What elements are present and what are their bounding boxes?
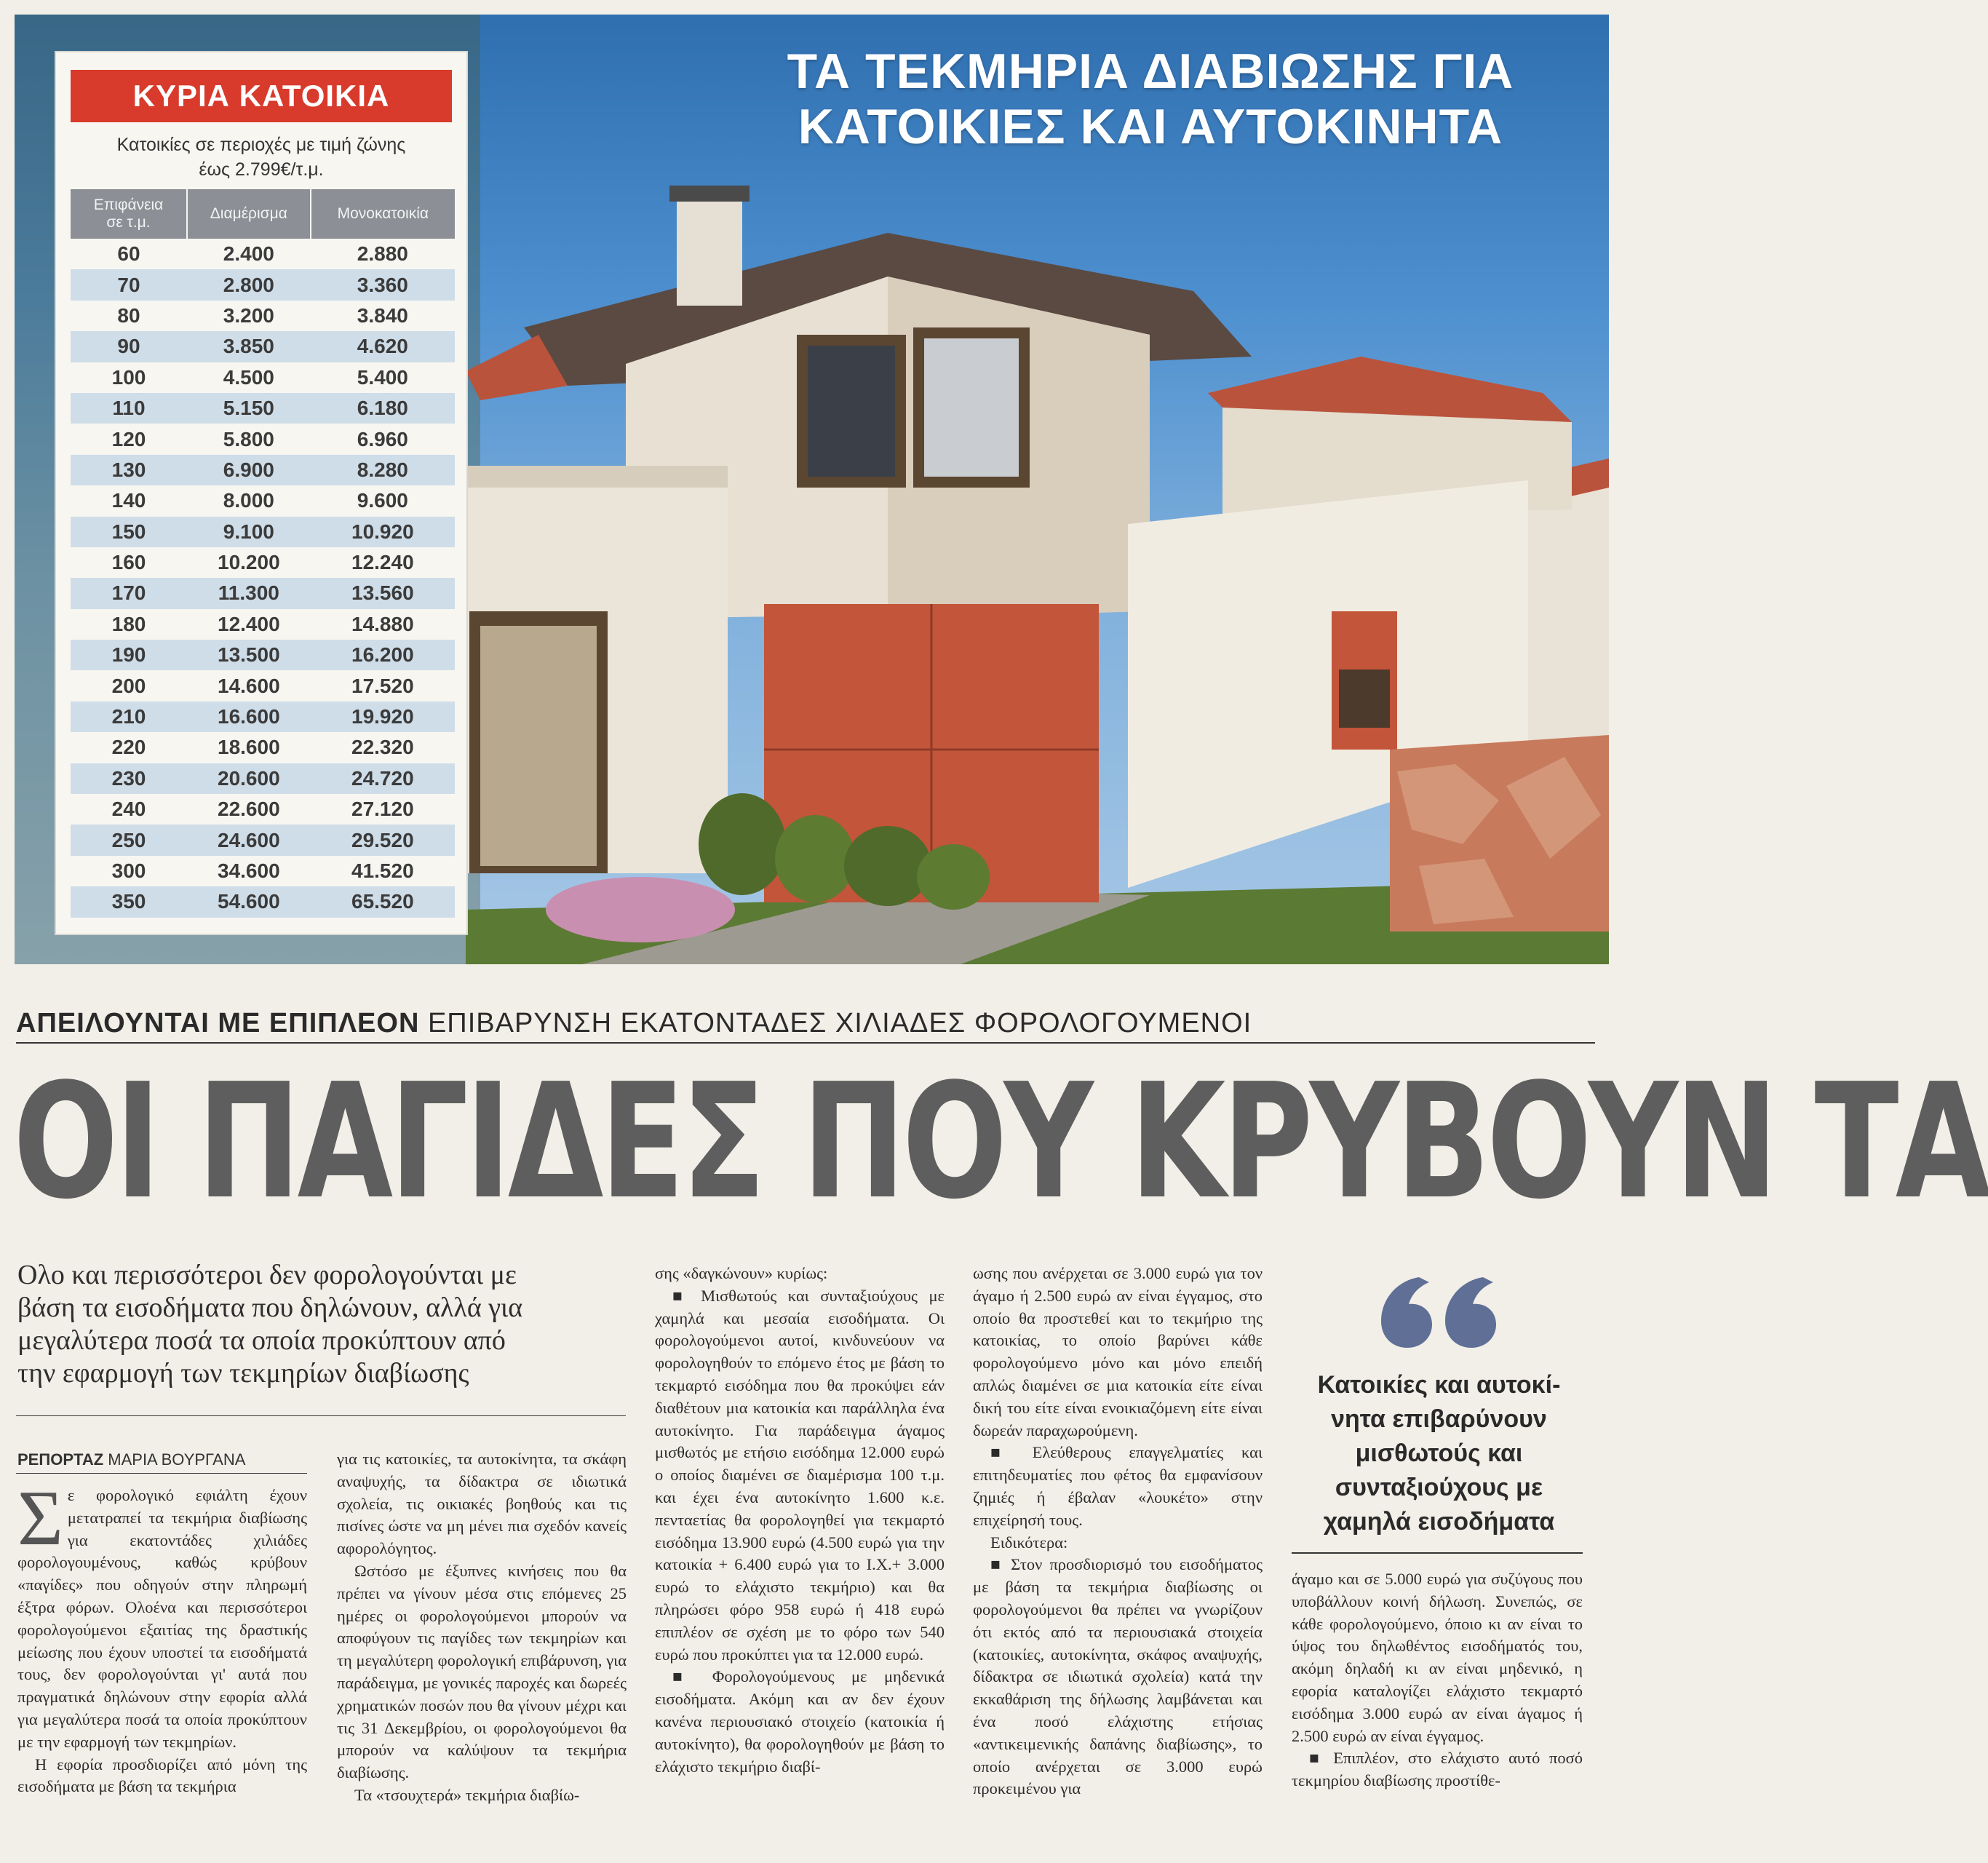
article-column-2 <box>337 1448 627 1807</box>
table-cell-house: 24.720 <box>311 763 455 794</box>
article-paragraph: Ειδικότερα: <box>990 1533 1068 1552</box>
table-cell-area: 130 <box>71 455 187 485</box>
table-cell-house: 5.400 <box>357 365 408 389</box>
table-cell-house: 12.240 <box>351 551 414 574</box>
table-cell-apartment: 8.000 <box>223 489 274 512</box>
table-cell-apartment: 12.400 <box>218 612 280 635</box>
table-cell-apartment: 3.200 <box>223 303 274 327</box>
pull-quote-line: μισθωτούς και <box>1355 1439 1523 1467</box>
table-subtitle-line: έως 2.799€/τ.μ. <box>199 159 324 180</box>
lead-line: μεγαλύτερα ποσά τα οποία προκύπτουν από <box>17 1325 506 1356</box>
column-header-line: Επιφάνεια <box>93 196 164 213</box>
pull-quote-line: συνταξιούχους με <box>1335 1474 1543 1501</box>
table-cell-house: 9.600 <box>357 489 408 512</box>
table-cell-apartment: 54.600 <box>187 886 311 917</box>
table-row <box>71 455 455 485</box>
table-cell-area: 180 <box>111 612 146 635</box>
table-cell-area: 350 <box>71 886 187 917</box>
table-cell-apartment: 4.500 <box>223 365 274 389</box>
column-header-line: σε τ.μ. <box>106 214 151 231</box>
table-row <box>71 578 455 608</box>
table-row <box>71 393 455 424</box>
article-paragraph: Τα «τσουχτερά» τεκμήρια διαβίω- <box>354 1785 580 1804</box>
article-paragraph: ε φορολογικό εφιάλτη έχουν μετατραπεί τα τεκμήρια διαβίωσης για εκατοντάδες χιλιάδες φορολογουμένους, καθώς κρύβουν «παγίδες» που οδηγούν στην πληρωμή έξτρα φόρων. Ολοένα και περισσότεροι φορολογούμενοι εξαιτίας της δραστικής μείωσης που έχουν υποστεί τα εισοδήματά τους, δεν φορολογούνται γι' αυτά που πραγματικά δηλώνουν στην εφορία αλλά για μεγαλύτερα ποσά τα οποία προκύπτουν με την εφαρμογή των τεκμηρίων. <box>17 1486 307 1751</box>
table-cell-house: 6.960 <box>357 427 408 450</box>
table-cell-house: 10.920 <box>311 517 455 547</box>
residence-table-box <box>55 51 468 935</box>
presumption-table <box>71 189 455 918</box>
table-cell-area: 90 <box>71 331 187 362</box>
divider <box>16 1473 307 1474</box>
table-row <box>71 670 455 701</box>
column-header-area <box>71 189 187 239</box>
table-subtitle-line: Κατοικίες σε περιοχές με τιμή ζώνης <box>116 135 406 155</box>
photo-title <box>787 44 1514 154</box>
table-cell-house: 17.520 <box>351 674 414 697</box>
table-cell-house: 4.620 <box>311 331 455 362</box>
kicker-bold: ΑΠΕΙΛΟΥΝΤΑΙ ΜΕ ΕΠΙΠΛΕΟΝ <box>16 1008 420 1038</box>
table-row <box>71 794 455 825</box>
article-paragraph: ■ Φορολογούμενους με μηδενικά εισοδήματα. Ακόμη και αν δεν έχουν κανένα περιουσιακό στοιχείο (κατοικία ή αυτοκίνητο), θα φορολογηθούν με βάση το ελάχιστο τεκμήριο διαβί- <box>655 1667 945 1776</box>
table-cell-house: 14.880 <box>351 612 414 635</box>
divider <box>16 1042 1595 1044</box>
table-cell-apartment: 9.100 <box>187 517 311 547</box>
table-cell-area: 120 <box>111 427 146 450</box>
table-cell-area: 300 <box>111 859 146 882</box>
table-cell-area: 250 <box>71 825 187 855</box>
headline: ΟΙ ΠΑΓΙΔΕΣ ΠΟΥ ΚΡΥΒΟΥΝ ΤΑ <box>13 1050 1988 1234</box>
lead-paragraph <box>17 1259 629 1390</box>
table-cell-area: 200 <box>111 674 146 697</box>
table-cell-apartment: 2.400 <box>223 242 274 266</box>
table-row <box>71 702 455 732</box>
byline <box>17 1450 245 1469</box>
table-cell-area: 220 <box>111 736 146 759</box>
table-cell-area: 160 <box>111 551 146 574</box>
lead-line: την εφαρμογή των τεκμηρίων διαβίωσης <box>17 1358 469 1389</box>
table-cell-apartment: 3.850 <box>187 331 311 362</box>
table-cell-house: 8.280 <box>311 455 455 485</box>
table-cell-house: 2.880 <box>357 242 408 266</box>
table-cell-area: 210 <box>71 702 187 732</box>
table-cell-house: 22.320 <box>351 736 414 759</box>
article-paragraph: άγαμο και σε 5.000 ευρώ για συζύγους που υποβάλλουν κοινή δήλωση. Συνεπώς, σε κάθε φορολογούμενο, όποιο κι αν είναι το ύψος του δηλωθέντος εισοδήματός του, ακόμη δηλαδή κι αν είναι μηδενικό, η εφορία καταλογίζει ελάχιστο τεκμαρτό εισόδημα 3.000 ευρώ αν είναι άγαμος ή 2.500 ευρώ αν είναι έγγαμος. <box>1292 1570 1583 1745</box>
table-cell-apartment: 6.900 <box>187 455 311 485</box>
table-cell-area: 70 <box>71 269 187 300</box>
article-column-1 <box>17 1475 307 1798</box>
table-cell-house: 6.180 <box>311 393 455 424</box>
table-row <box>71 362 455 393</box>
table-row <box>71 856 455 886</box>
article-paragraph: για τις κατοικίες, τα αυτοκίνητα, τα σκάφη αναψυχής, τα δίδακτρα σε ιδιωτικά σχολεία, τις οικιακές βοηθούς και τις πισίνες ώστε να μη μένει πια σχεδόν κανείς αφορολόγητος. <box>337 1450 627 1558</box>
table-cell-house: 3.840 <box>357 303 408 327</box>
table-cell-house: 3.360 <box>311 269 455 300</box>
table-subtitle <box>56 132 466 182</box>
byline-label: ΡΕΠΟΡΤΑΖ <box>17 1450 104 1469</box>
table-cell-house: 27.120 <box>351 798 414 821</box>
table-row <box>71 609 455 640</box>
table-cell-area: 170 <box>71 578 187 608</box>
article-paragraph: Η εφορία προσδιορίζει από μόνη της εισοδήματα με βάση τα τεκμήρια <box>17 1755 307 1796</box>
article-paragraph: ωσης που ανέρχεται σε 3.000 ευρώ για τον άγαμο ή 2.500 ευρώ αν είναι έγγαμος, στο οποίο θα προστεθεί και το τεκμήριο της κατοικίας, το οποίο βαρύνει κάθε φορολογούμενο μόνο και μόνο επειδή απλώς διαμένει σε μια κατοικία είτε είναι δική του είτε είναι ενοικιαζόμενη είτε είναι δωρεάν παραχωρούμενη. <box>973 1264 1263 1439</box>
table-header: ΚΥΡΙΑ ΚΑΤΟΙΚΙΑ <box>71 70 452 122</box>
table-cell-area: 240 <box>111 798 146 821</box>
table-cell-area: 150 <box>71 517 187 547</box>
table-row <box>71 763 455 794</box>
table-cell-apartment: 5.150 <box>187 393 311 424</box>
table-row <box>71 239 455 269</box>
table-cell-apartment: 16.600 <box>187 702 311 732</box>
table-row <box>71 640 455 670</box>
table-cell-area: 230 <box>71 763 187 794</box>
quote-marks-icon <box>1368 1259 1499 1354</box>
photo-title-line: ΚΑΤΟΙΚΙΕΣ ΚΑΙ ΑΥΤΟΚΙΝΗΤΑ <box>798 99 1503 154</box>
article-paragraph: ■ Επιπλέον, στο ελάχιστο αυτό ποσό τεκμηρίου διαβίωσης προστίθε- <box>1292 1749 1583 1790</box>
table-cell-apartment: 24.600 <box>187 825 311 855</box>
table-cell-house: 29.520 <box>311 825 455 855</box>
table-cell-apartment: 34.600 <box>218 859 280 882</box>
lead-line: Ολο και περισσότεροι δεν φορολογούνται με <box>17 1260 517 1290</box>
table-cell-apartment: 14.600 <box>218 674 280 697</box>
table-cell-house: 13.560 <box>311 578 455 608</box>
table-row <box>71 301 455 331</box>
table-cell-apartment: 13.500 <box>187 640 311 670</box>
table-row <box>71 732 455 763</box>
column-header-apartment: Διαμέρισμα <box>187 189 311 239</box>
article-paragraph: ■ Στον προσδιορισμό του εισοδήματος με βάση τα τεκμήρια διαβίωσης οι φορολογούμενοι θα πρέπει να γνωρίζουν ότι εκτός από τα περιουσιακά στοιχεία (κατοικίες, αυτοκίνητα, σκάφος αναψυχής, δίδακτρα σε ιδιωτικά σχολεία) κατά την εκκαθάριση της δήλωσης λαμβάνεται και ένα ποσό ελάχιστης ετήσιας «αντικειμενικής δαπάνης διαβίωσης», το οποίο ανέρχεται σε 3.000 ευρώ προκειμένου για <box>973 1555 1263 1798</box>
article-paragraph: Ωστόσο με έξυπνες κινήσεις που θα πρέπει να γίνουν μέσα στις επόμενες 25 ημέρες οι φορολογούμενοι μπορούν να αποφύγουν τις παγίδες των τεκμηρίων και τη μεγαλύτερη φορολογική επιβάρυνση, για παράδειγμα, με γονικές παροχές και δωρεές χρηματικών ποσών που θα γίνουν μέχρι και τις 31 Δεκεμβρίου, οι φορολογούμενοι θα μπορούν να καλύψουν τα τεκμήρια διαβίωσης. <box>337 1561 627 1782</box>
pull-quote-line: νητα επιβαρύνουν <box>1331 1405 1547 1433</box>
dropcap: Σ <box>17 1475 63 1562</box>
table-cell-area: 60 <box>117 242 140 266</box>
table-cell-apartment: 22.600 <box>218 798 280 821</box>
article-paragraph: ■ Μισθωτούς και συνταξιούχους με χαμηλά και μεσαία εισοδήματα. Οι φορολογούμενοι αυτοί, κινδυνεύουν να φορολογηθούν το επόμενο έτος με βάση το τεκμαρτό εισόδημα που θα προκύψει εάν διαθέτουν μια κατοικία και παράλληλα ένα αυτοκίνητο. Για παράδειγμα άγαμος μισθωτός με ετήσιο εισόδημα 12.000 ευρώ ο οποίος διαμένει σε διαμέρισμα 100 τ.μ. και έχει ένα αυτοκίνητο 1.600 κ.ε. πενταετίας θα φορολογηθεί για τεκμαρτό εισόδημα 13.900 ευρώ (4.500 ευρώ για την κατοικία + 6.400 ευρώ για το Ι.Χ.+ 3.000 ευρώ το ελάχιστο τεκμήριο) και θα πληρώσει φόρο 958 ευρώ ή 418 ευρώ επιπλέον σε σχέση με το φόρο των 540 ευρώ που προκύπτει για τα 12.000 ευρώ. <box>655 1286 945 1664</box>
table-cell-house: 41.520 <box>351 859 414 882</box>
lead-line: βάση τα εισοδήματα που δηλώνουν, αλλά για <box>17 1292 523 1323</box>
table-cell-area: 140 <box>111 489 146 512</box>
article-paragraph: ■ Ελεύθερους επαγγελματίες και επιτηδευματίες που φέτος θα εμφανίσουν ζημιές ή έβαλαν «λουκέτο» στην επιχείρησή τους. <box>973 1443 1263 1529</box>
kicker <box>16 1008 1252 1039</box>
table-cell-house: 65.520 <box>311 886 455 917</box>
photo-title-line: ΤΑ ΤΕΚΜΗΡΙΑ ΔΙΑΒΙΩΣΗΣ ΓΙΑ <box>787 44 1514 99</box>
pull-quote-line: χαμηλά εισοδήματα <box>1323 1508 1555 1536</box>
table-cell-apartment: 5.800 <box>223 427 274 450</box>
byline-author: ΜΑΡΙΑ ΒΟΥΡΓΑΝΑ <box>103 1450 246 1469</box>
table-row <box>71 424 455 454</box>
table-cell-apartment: 10.200 <box>218 551 280 574</box>
table-row <box>71 517 455 547</box>
article-column-3 <box>655 1263 945 1778</box>
table-cell-area: 80 <box>117 303 140 327</box>
table-cell-apartment: 2.800 <box>187 269 311 300</box>
table-row <box>71 269 455 300</box>
table-row <box>71 886 455 917</box>
table-row <box>71 331 455 362</box>
table-cell-apartment: 11.300 <box>187 578 311 608</box>
table-cell-area: 100 <box>111 365 146 389</box>
table-cell-apartment: 18.600 <box>218 736 280 759</box>
table-cell-house: 16.200 <box>311 640 455 670</box>
article-paragraph: σης «δαγκώνουν» κυρίως: <box>655 1264 828 1282</box>
pull-quote <box>1295 1368 1583 1539</box>
divider <box>16 1415 626 1416</box>
kicker-rest: ΕΠΙΒΑΡΥΝΣΗ ΕΚΑΤΟΝΤΑΔΕΣ ΧΙΛΙΑΔΕΣ ΦΟΡΟΛΟΓΟΥΜΕΝΟΙ <box>419 1008 1252 1038</box>
table-cell-house: 19.920 <box>311 702 455 732</box>
column-header-house: Μονοκατοικία <box>311 189 455 239</box>
table-row <box>71 547 455 578</box>
pull-quote-line: Κατοικίες και αυτοκί- <box>1317 1371 1561 1399</box>
article-column-5 <box>1292 1568 1583 1792</box>
divider <box>1292 1552 1583 1554</box>
table-row <box>71 485 455 516</box>
table-cell-area: 190 <box>71 640 187 670</box>
table-row <box>71 825 455 855</box>
table-cell-area: 110 <box>71 393 187 424</box>
table-cell-apartment: 20.600 <box>187 763 311 794</box>
article-column-4 <box>973 1263 1263 1800</box>
